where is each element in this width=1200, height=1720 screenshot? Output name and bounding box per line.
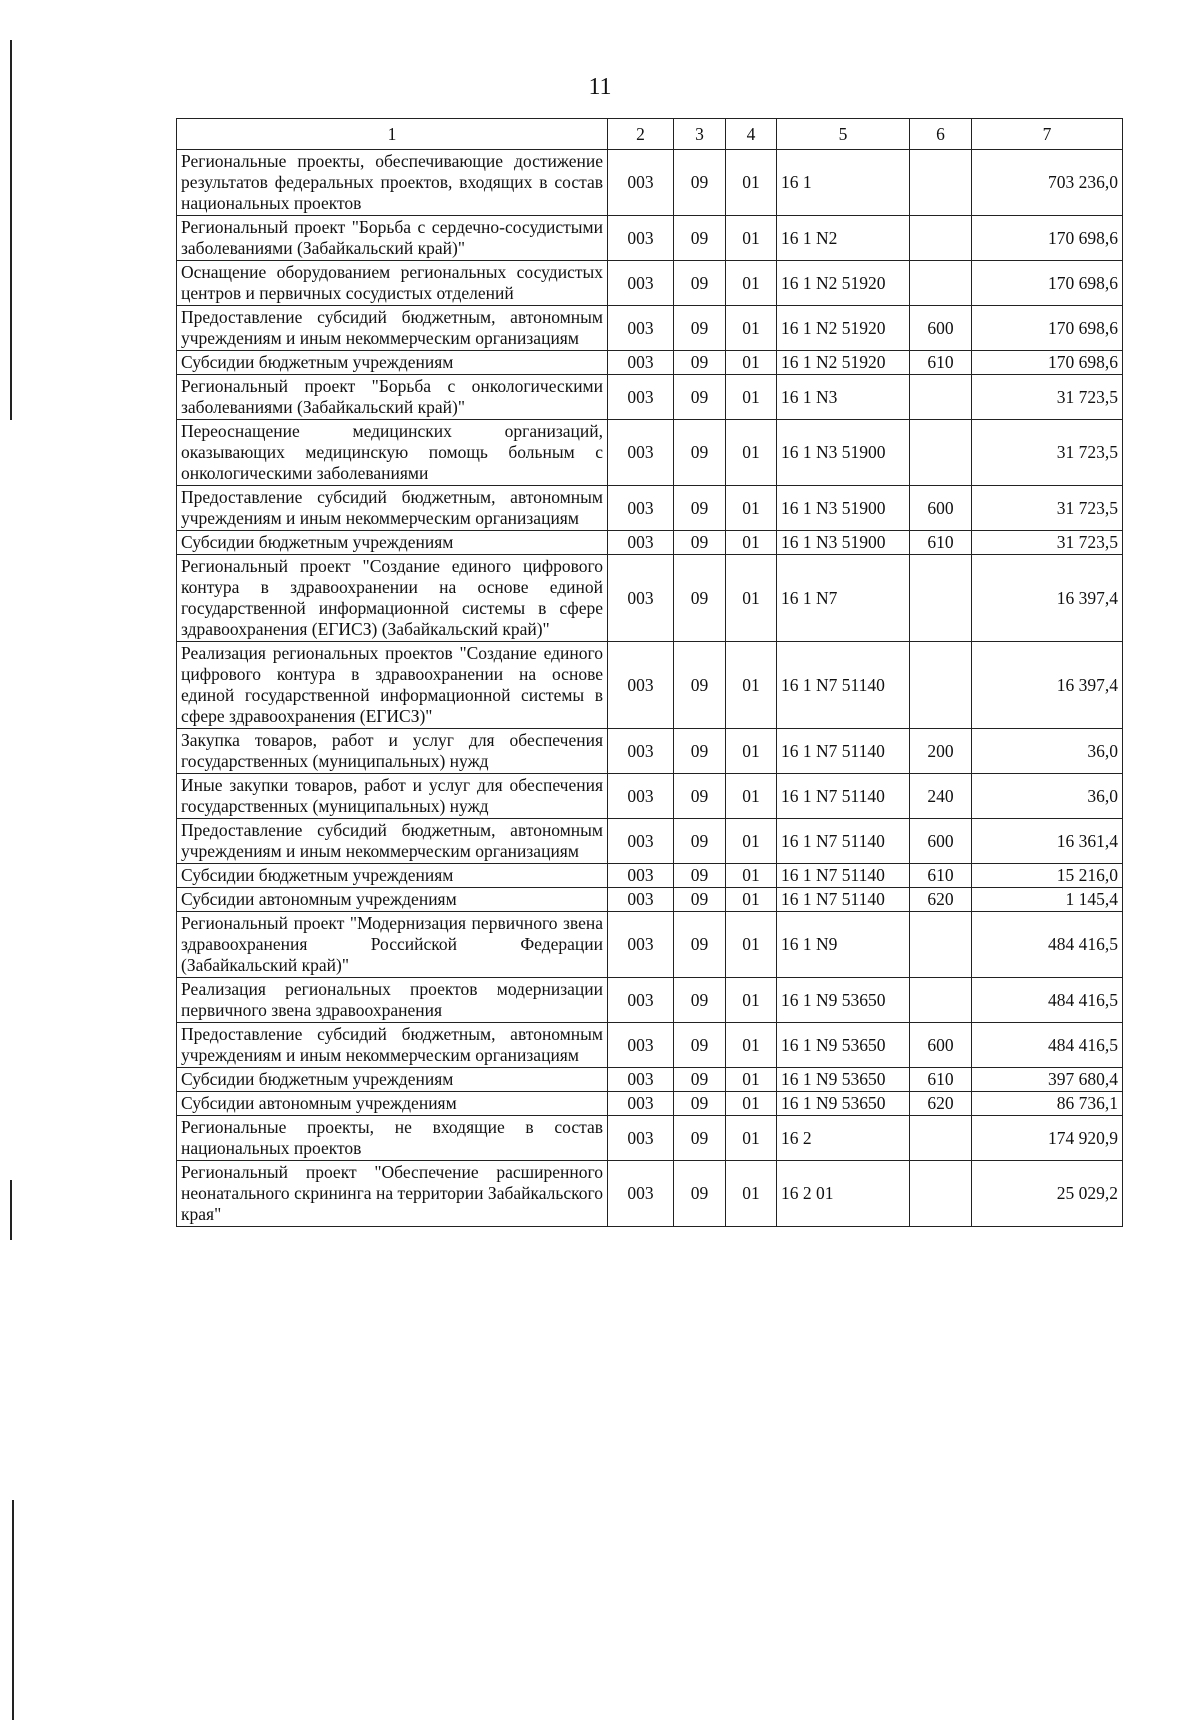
table-row (177, 306, 1123, 351)
row-code-cell: 003 (608, 261, 674, 306)
row-section-cell: 09 (674, 1161, 726, 1227)
row-target-article-cell: 16 1 N7 51140 (777, 819, 910, 864)
row-amount-cell: 36,0 (972, 774, 1123, 819)
table-row (177, 555, 1123, 642)
row-target-article-cell: 16 1 N7 51140 (777, 888, 910, 912)
row-target-article-cell: 16 1 N3 51900 (777, 486, 910, 531)
row-expense-type-cell (910, 261, 972, 306)
row-subsection-cell: 01 (726, 555, 777, 642)
row-section-cell: 09 (674, 261, 726, 306)
column-header: 5 (777, 119, 910, 150)
column-header-row (177, 119, 1123, 150)
table-row (177, 912, 1123, 978)
row-amount-cell: 16 397,4 (972, 642, 1123, 729)
row-section-cell: 09 (674, 912, 726, 978)
table-row (177, 1161, 1123, 1227)
row-expense-type-cell (910, 150, 972, 216)
row-expense-type-cell (910, 216, 972, 261)
table-row (177, 1023, 1123, 1068)
row-amount-cell: 16 361,4 (972, 819, 1123, 864)
row-target-article-cell: 16 1 N3 51900 (777, 420, 910, 486)
row-code-cell: 003 (608, 486, 674, 531)
row-expense-type-cell (910, 555, 972, 642)
row-subsection-cell: 01 (726, 1161, 777, 1227)
row-code-cell: 003 (608, 1092, 674, 1116)
row-name-cell: Иные закупки товаров, работ и услуг для обеспечения государственных (муниципальных) нужд (177, 774, 608, 819)
row-amount-cell: 174 920,9 (972, 1116, 1123, 1161)
row-target-article-cell: 16 1 N9 53650 (777, 1092, 910, 1116)
row-target-article-cell: 16 1 N2 (777, 216, 910, 261)
row-subsection-cell: 01 (726, 486, 777, 531)
row-section-cell: 09 (674, 306, 726, 351)
row-code-cell: 003 (608, 531, 674, 555)
row-section-cell: 09 (674, 978, 726, 1023)
scan-edge-line (10, 1180, 12, 1240)
row-code-cell: 003 (608, 978, 674, 1023)
row-target-article-cell: 16 1 N9 53650 (777, 978, 910, 1023)
row-section-cell: 09 (674, 819, 726, 864)
row-code-cell: 003 (608, 864, 674, 888)
row-expense-type-cell (910, 1161, 972, 1227)
row-section-cell: 09 (674, 486, 726, 531)
column-header: 3 (674, 119, 726, 150)
row-amount-cell: 31 723,5 (972, 420, 1123, 486)
row-expense-type-cell (910, 642, 972, 729)
table-row (177, 216, 1123, 261)
row-expense-type-cell: 240 (910, 774, 972, 819)
row-amount-cell: 484 416,5 (972, 912, 1123, 978)
row-expense-type-cell (910, 375, 972, 420)
row-code-cell: 003 (608, 351, 674, 375)
row-target-article-cell: 16 1 N2 51920 (777, 261, 910, 306)
row-name-cell: Субсидии бюджетным учреждениям (177, 351, 608, 375)
row-code-cell: 003 (608, 555, 674, 642)
row-target-article-cell: 16 1 N9 (777, 912, 910, 978)
row-amount-cell: 31 723,5 (972, 486, 1123, 531)
row-name-cell: Региональный проект "Обеспечение расширенного неонатального скрининга на территории Забайкальского края" (177, 1161, 608, 1227)
row-section-cell: 09 (674, 864, 726, 888)
row-code-cell: 003 (608, 216, 674, 261)
table-row (177, 486, 1123, 531)
row-name-cell: Переоснащение медицинских организаций, оказывающих медицинскую помощь больным с онкологическими заболеваниями (177, 420, 608, 486)
row-expense-type-cell: 200 (910, 729, 972, 774)
row-section-cell: 09 (674, 642, 726, 729)
column-header: 4 (726, 119, 777, 150)
row-target-article-cell: 16 1 N7 51140 (777, 642, 910, 729)
table-row (177, 1068, 1123, 1092)
row-name-cell: Региональный проект "Создание единого цифрового контура в здравоохранении на основе единой государственной информационной системы в сфере здравоохранения (ЕГИСЗ) (Забайкальский край)" (177, 555, 608, 642)
table-row (177, 888, 1123, 912)
row-name-cell: Субсидии автономным учреждениям (177, 1092, 608, 1116)
row-expense-type-cell: 610 (910, 864, 972, 888)
row-expense-type-cell: 600 (910, 486, 972, 531)
table-row (177, 261, 1123, 306)
row-expense-type-cell (910, 1116, 972, 1161)
row-section-cell: 09 (674, 1092, 726, 1116)
row-name-cell: Субсидии бюджетным учреждениям (177, 531, 608, 555)
row-section-cell: 09 (674, 774, 726, 819)
row-code-cell: 003 (608, 729, 674, 774)
row-section-cell: 09 (674, 729, 726, 774)
row-section-cell: 09 (674, 555, 726, 642)
row-expense-type-cell: 610 (910, 1068, 972, 1092)
table-row (177, 351, 1123, 375)
row-expense-type-cell: 600 (910, 819, 972, 864)
table-row (177, 978, 1123, 1023)
row-target-article-cell: 16 1 N3 51900 (777, 531, 910, 555)
row-name-cell: Субсидии автономным учреждениям (177, 888, 608, 912)
row-subsection-cell: 01 (726, 1023, 777, 1068)
row-name-cell: Субсидии бюджетным учреждениям (177, 1068, 608, 1092)
row-target-article-cell: 16 1 N7 51140 (777, 864, 910, 888)
row-expense-type-cell (910, 978, 972, 1023)
row-amount-cell: 170 698,6 (972, 216, 1123, 261)
row-section-cell: 09 (674, 1068, 726, 1092)
column-header: 2 (608, 119, 674, 150)
row-amount-cell: 703 236,0 (972, 150, 1123, 216)
row-amount-cell: 484 416,5 (972, 1023, 1123, 1068)
table-row (177, 375, 1123, 420)
row-code-cell: 003 (608, 888, 674, 912)
row-section-cell: 09 (674, 216, 726, 261)
row-amount-cell: 16 397,4 (972, 555, 1123, 642)
row-expense-type-cell (910, 420, 972, 486)
table-row (177, 1116, 1123, 1161)
row-subsection-cell: 01 (726, 888, 777, 912)
table-row (177, 420, 1123, 486)
row-section-cell: 09 (674, 150, 726, 216)
row-target-article-cell: 16 1 N7 51140 (777, 729, 910, 774)
row-subsection-cell: 01 (726, 1092, 777, 1116)
row-target-article-cell: 16 2 01 (777, 1161, 910, 1227)
column-header: 6 (910, 119, 972, 150)
row-amount-cell: 397 680,4 (972, 1068, 1123, 1092)
row-amount-cell: 1 145,4 (972, 888, 1123, 912)
table-row (177, 864, 1123, 888)
row-target-article-cell: 16 1 N7 (777, 555, 910, 642)
table-row (177, 774, 1123, 819)
row-amount-cell: 86 736,1 (972, 1092, 1123, 1116)
row-expense-type-cell: 610 (910, 351, 972, 375)
row-amount-cell: 170 698,6 (972, 306, 1123, 351)
row-target-article-cell: 16 1 (777, 150, 910, 216)
row-section-cell: 09 (674, 531, 726, 555)
table-row (177, 531, 1123, 555)
row-name-cell: Региональный проект "Модернизация первичного звена здравоохранения Российской Федерации (Забайкальский край)" (177, 912, 608, 978)
scan-edge-line (12, 1500, 14, 1720)
row-subsection-cell: 01 (726, 351, 777, 375)
row-code-cell: 003 (608, 1161, 674, 1227)
row-code-cell: 003 (608, 819, 674, 864)
row-amount-cell: 170 698,6 (972, 351, 1123, 375)
row-section-cell: 09 (674, 888, 726, 912)
row-subsection-cell: 01 (726, 261, 777, 306)
row-code-cell: 003 (608, 306, 674, 351)
row-subsection-cell: 01 (726, 150, 777, 216)
row-subsection-cell: 01 (726, 420, 777, 486)
row-name-cell: Закупка товаров, работ и услуг для обеспечения государственных (муниципальных) нужд (177, 729, 608, 774)
column-header: 1 (177, 119, 608, 150)
row-subsection-cell: 01 (726, 1068, 777, 1092)
row-subsection-cell: 01 (726, 1116, 777, 1161)
row-amount-cell: 36,0 (972, 729, 1123, 774)
row-target-article-cell: 16 1 N2 51920 (777, 351, 910, 375)
row-code-cell: 003 (608, 150, 674, 216)
budget-table (176, 118, 1123, 1227)
row-section-cell: 09 (674, 1023, 726, 1068)
row-subsection-cell: 01 (726, 819, 777, 864)
row-expense-type-cell: 610 (910, 531, 972, 555)
row-subsection-cell: 01 (726, 978, 777, 1023)
row-amount-cell: 484 416,5 (972, 978, 1123, 1023)
row-code-cell: 003 (608, 1116, 674, 1161)
row-section-cell: 09 (674, 420, 726, 486)
row-name-cell: Реализация региональных проектов "Создание единого цифрового контура в здравоохранении на основе единой государственной информационной системы в сфере здравоохранения (ЕГИСЗ)" (177, 642, 608, 729)
row-expense-type-cell: 600 (910, 1023, 972, 1068)
row-target-article-cell: 16 1 N9 53650 (777, 1023, 910, 1068)
row-section-cell: 09 (674, 351, 726, 375)
row-expense-type-cell: 620 (910, 1092, 972, 1116)
row-amount-cell: 15 216,0 (972, 864, 1123, 888)
row-name-cell: Реализация региональных проектов модернизации первичного звена здравоохранения (177, 978, 608, 1023)
table-row (177, 729, 1123, 774)
row-amount-cell: 31 723,5 (972, 531, 1123, 555)
row-name-cell: Предоставление субсидий бюджетным, автономным учреждениям и иным некоммерческим организациям (177, 1023, 608, 1068)
row-code-cell: 003 (608, 642, 674, 729)
row-subsection-cell: 01 (726, 912, 777, 978)
row-target-article-cell: 16 1 N3 (777, 375, 910, 420)
row-code-cell: 003 (608, 912, 674, 978)
table-row (177, 1092, 1123, 1116)
row-target-article-cell: 16 1 N9 53650 (777, 1068, 910, 1092)
page-number: 11 (588, 74, 612, 100)
table-row (177, 642, 1123, 729)
row-target-article-cell: 16 1 N2 51920 (777, 306, 910, 351)
row-name-cell: Региональные проекты, не входящие в состав национальных проектов (177, 1116, 608, 1161)
row-name-cell: Региональный проект "Борьба с онкологическими заболеваниями (Забайкальский край)" (177, 375, 608, 420)
row-subsection-cell: 01 (726, 729, 777, 774)
row-subsection-cell: 01 (726, 864, 777, 888)
row-name-cell: Предоставление субсидий бюджетным, автономным учреждениям и иным некоммерческим организациям (177, 306, 608, 351)
row-amount-cell: 31 723,5 (972, 375, 1123, 420)
row-code-cell: 003 (608, 1068, 674, 1092)
row-amount-cell: 25 029,2 (972, 1161, 1123, 1227)
row-subsection-cell: 01 (726, 642, 777, 729)
row-name-cell: Предоставление субсидий бюджетным, автономным учреждениям и иным некоммерческим организациям (177, 819, 608, 864)
row-name-cell: Оснащение оборудованием региональных сосудистых центров и первичных сосудистых отделений (177, 261, 608, 306)
row-expense-type-cell (910, 912, 972, 978)
row-subsection-cell: 01 (726, 306, 777, 351)
row-section-cell: 09 (674, 1116, 726, 1161)
row-name-cell: Субсидии бюджетным учреждениям (177, 864, 608, 888)
row-subsection-cell: 01 (726, 375, 777, 420)
row-name-cell: Региональный проект "Борьба с сердечно-сосудистыми заболеваниями (Забайкальский край)" (177, 216, 608, 261)
row-section-cell: 09 (674, 375, 726, 420)
table-row (177, 819, 1123, 864)
row-target-article-cell: 16 2 (777, 1116, 910, 1161)
row-name-cell: Региональные проекты, обеспечивающие достижение результатов федеральных проектов, входящих в состав национальных проектов (177, 150, 608, 216)
column-header: 7 (972, 119, 1123, 150)
row-code-cell: 003 (608, 774, 674, 819)
row-expense-type-cell: 600 (910, 306, 972, 351)
row-code-cell: 003 (608, 420, 674, 486)
row-subsection-cell: 01 (726, 531, 777, 555)
row-subsection-cell: 01 (726, 216, 777, 261)
row-amount-cell: 170 698,6 (972, 261, 1123, 306)
table-row (177, 150, 1123, 216)
row-subsection-cell: 01 (726, 774, 777, 819)
row-target-article-cell: 16 1 N7 51140 (777, 774, 910, 819)
row-expense-type-cell: 620 (910, 888, 972, 912)
row-code-cell: 003 (608, 1023, 674, 1068)
row-code-cell: 003 (608, 375, 674, 420)
row-name-cell: Предоставление субсидий бюджетным, автономным учреждениям и иным некоммерческим организациям (177, 486, 608, 531)
